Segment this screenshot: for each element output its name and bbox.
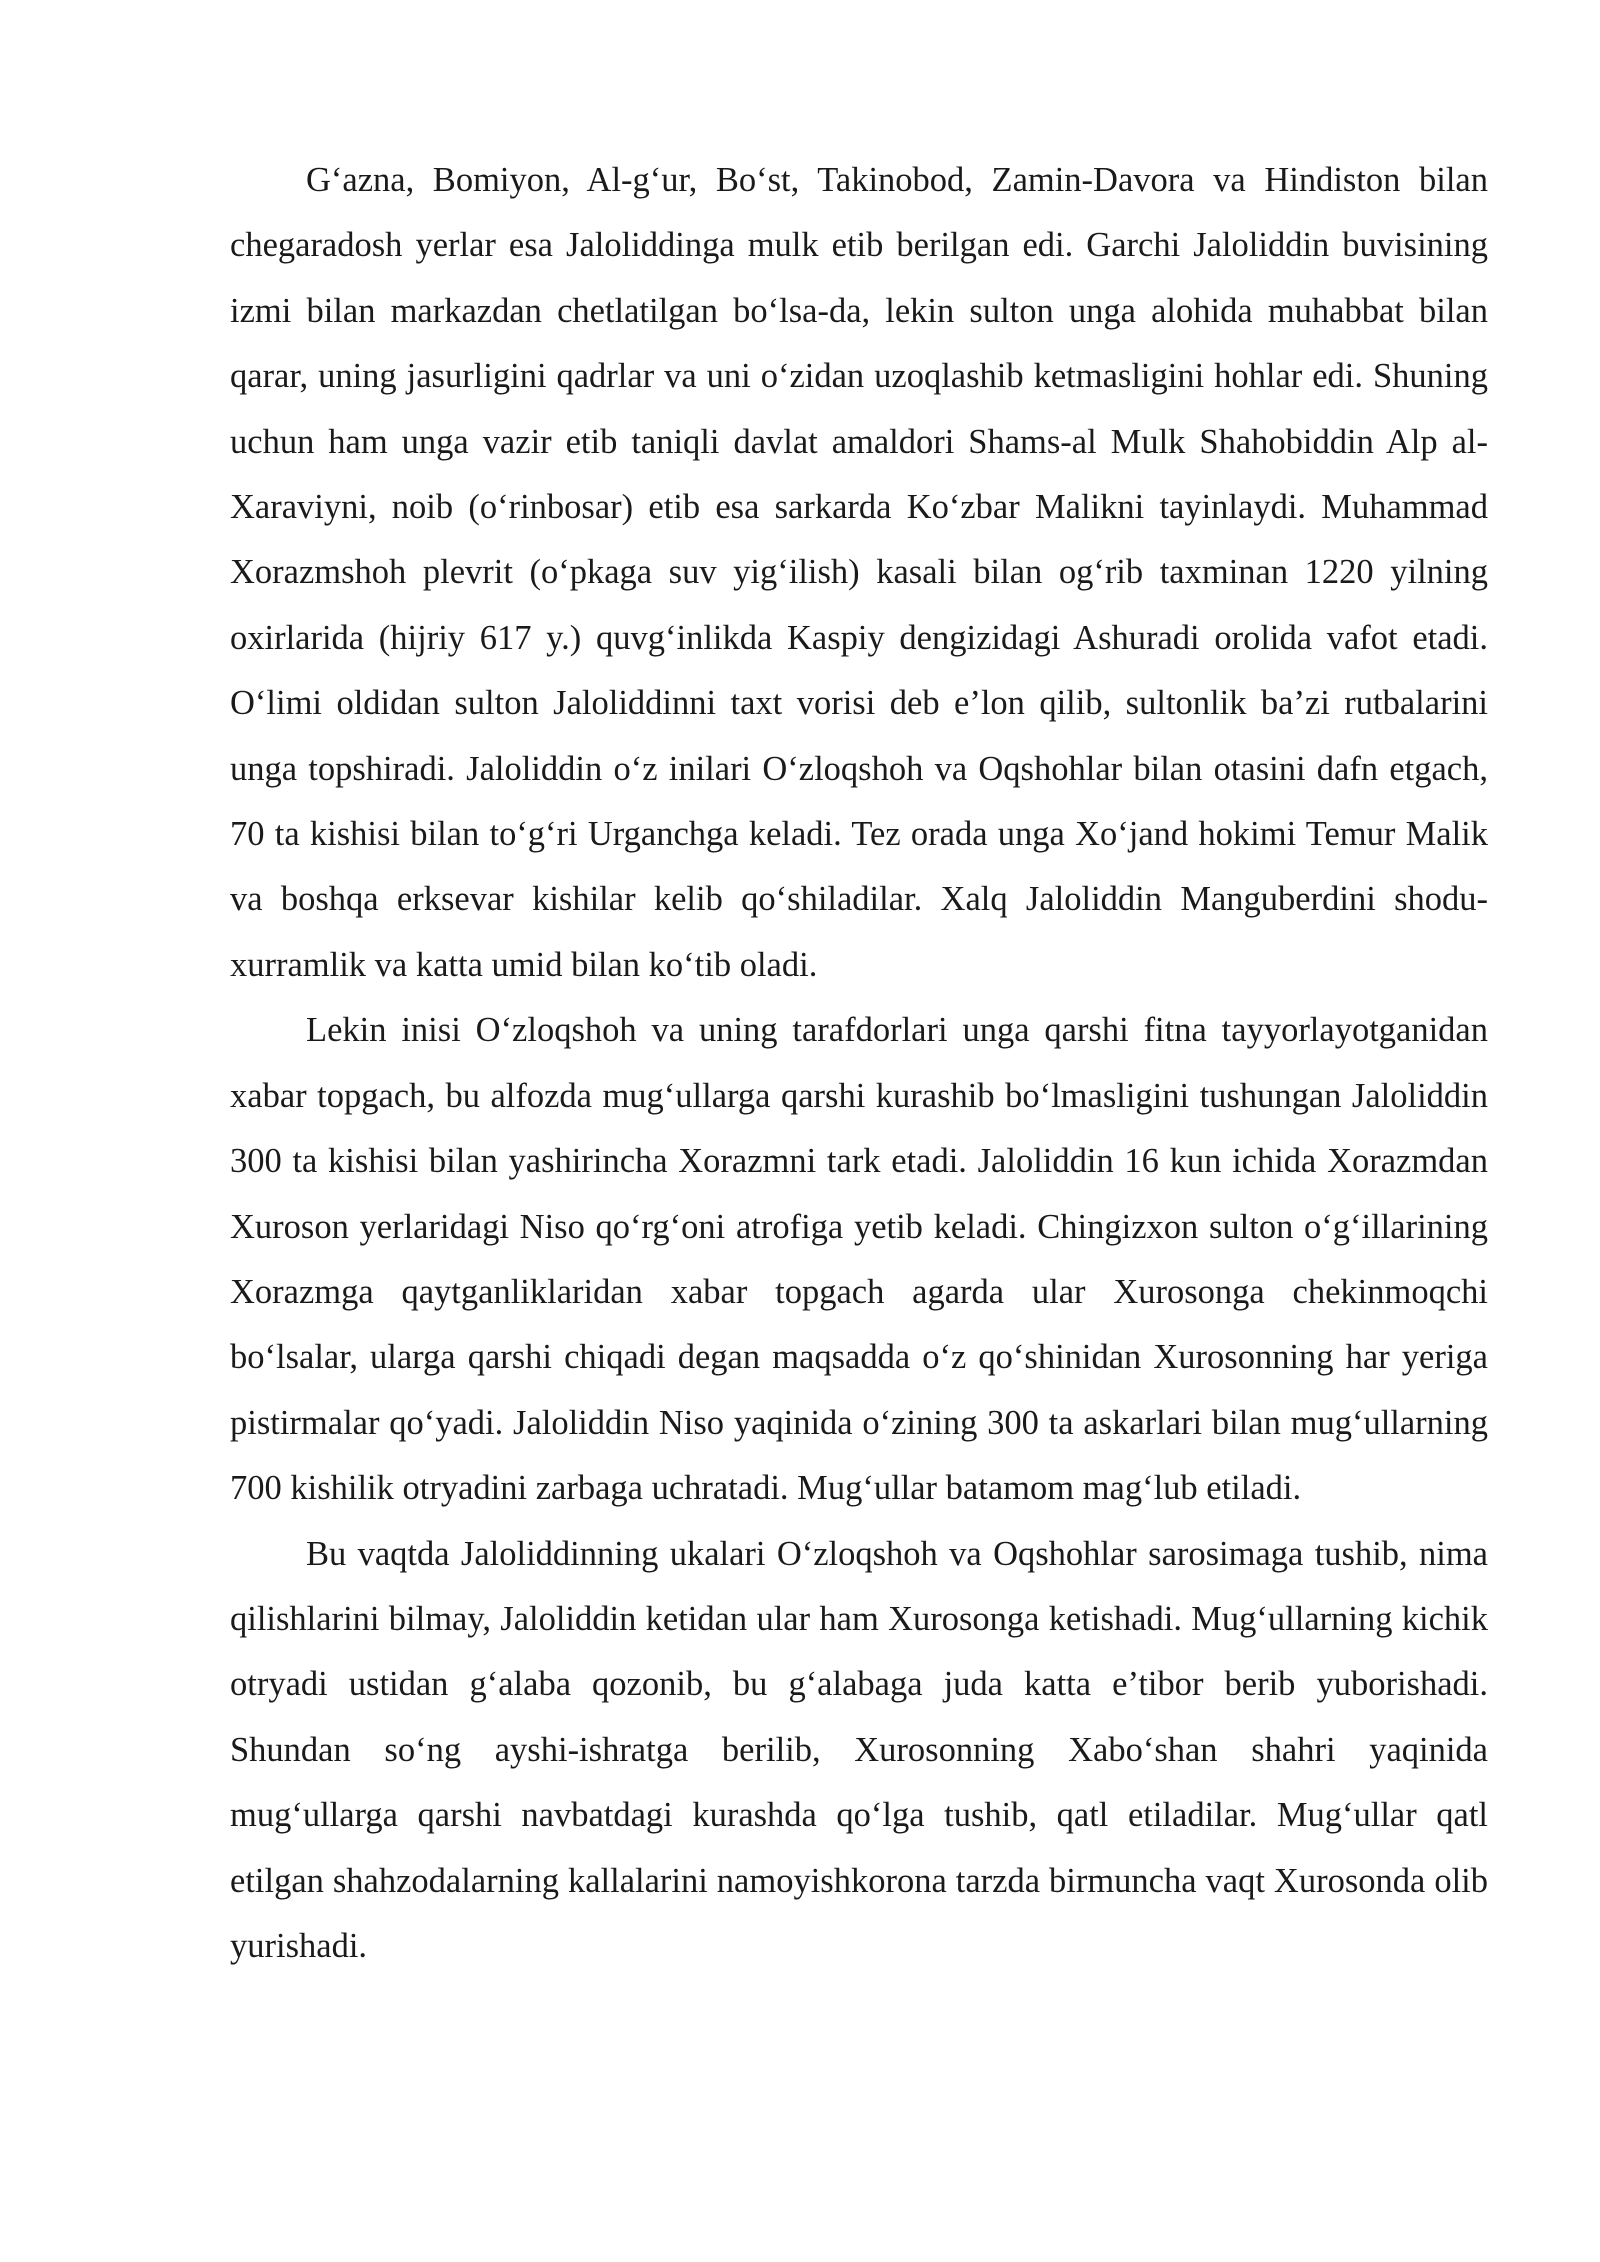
paragraph-1: G‘azna, Bomiyon, Al-g‘ur, Bo‘st, Takinobod, Zamin-Davora va Hindiston bilan chegaradosh yerlar esa Jaloliddinga mulk etib berilgan edi. Garchi Jaloliddin buvisining izmi bilan markazdan chetlatilgan bo‘lsa-da, lekin sulton unga alohida muhabbat bilan qarar, uning jasurligini qadrlar va uni o‘zidan uzoqlashib ketmasligini hohlar edi. Shuning uchun ham unga vazir etib taniqli davlat amaldori Shams-al Mulk Shahobiddin Alp al-Xaraviyni, noib (o‘rinbosar) etib esa sarkarda Ko‘zbar Malikni tayinlaydi. Muhammad Xorazmshoh plevrit (o‘pkaga suv yig‘ilish) kasali bilan og‘rib taxminan 1220 yilning oxirlarida (hijriy 617 y.) quvg‘inlikda Kaspiy dengizidagi Ashuradi orolida vafot etadi. O‘limi oldidan sulton Jaloliddinni taxt vorisi deb e’lon qilib, sultonlik ba’zi rutbalarini unga topshiradi. Jaloliddin o‘z inilari O‘zloqshoh va Oqshohlar bilan otasini dafn etgach, 70 ta kishisi bilan to‘g‘ri Urganchga keladi. Tez orada unga Xo‘jand hokimi Temur Malik va boshqa erksevar kishilar kelib qo‘shiladilar. Xalq Jaloliddin Manguberdini shodu-xurramlik va katta umid bilan ko‘tib oladi. (230, 161, 1488, 984)
paragraph-3: Bu vaqtda Jaloliddinning ukalari O‘zloqshoh va Oqshohlar sarosimaga tushib, nima qilishlarini bilmay, Jaloliddin ketidan ular ham Xurosonga ketishadi. Mug‘ullarning kichik otryadi ustidan g‘alaba qozonib, bu g‘alabaga juda katta e’tibor berib yuborishadi. Shundan so‘ng ayshi-ishratga berilib, Xurosonning Xabo‘shan shahri yaqinida mug‘ullarga qarshi navbatdagi kurashda qo‘lga tushib, qatl etiladilar. Mug‘ullar qatl etilgan shahzodalarning kallalarini namoyishkorona tarzda birmuncha vaqt Xurosonda olib yurishadi. (230, 1534, 1488, 1965)
paragraph-2: Lekin inisi O‘zloqshoh va uning tarafdorlari unga qarshi fitna tayyorlayotganidan xabar topgach, bu alfozda mug‘ullarga qarshi kurashib bo‘lmasligini tushungan Jaloliddin 300 ta kishisi bilan yashirincha Xorazmni tark etadi. Jaloliddin 16 kun ichida Xorazmdan Xuroson yerlaridagi Niso qo‘rg‘oni atrofiga yetib keladi. Chingizxon sulton o‘g‘illarining Xorazmga qaytganliklaridan xabar topgach agarda ular Xurosonga chekinmoqchi bo‘lsalar, ularga qarshi chiqadi degan maqsadda o‘z qo‘shinidan Xurosonning har yeriga pistirmalar qo‘yadi. Jaloliddin Niso yaqinida o‘zining 300 ta askarlari bilan mug‘ullarning 700 kishilik otryadini zarbaga uchratadi. Mug‘ullar batamom mag‘lub etiladi. (230, 1011, 1488, 1508)
body-text (230, 148, 1488, 1979)
